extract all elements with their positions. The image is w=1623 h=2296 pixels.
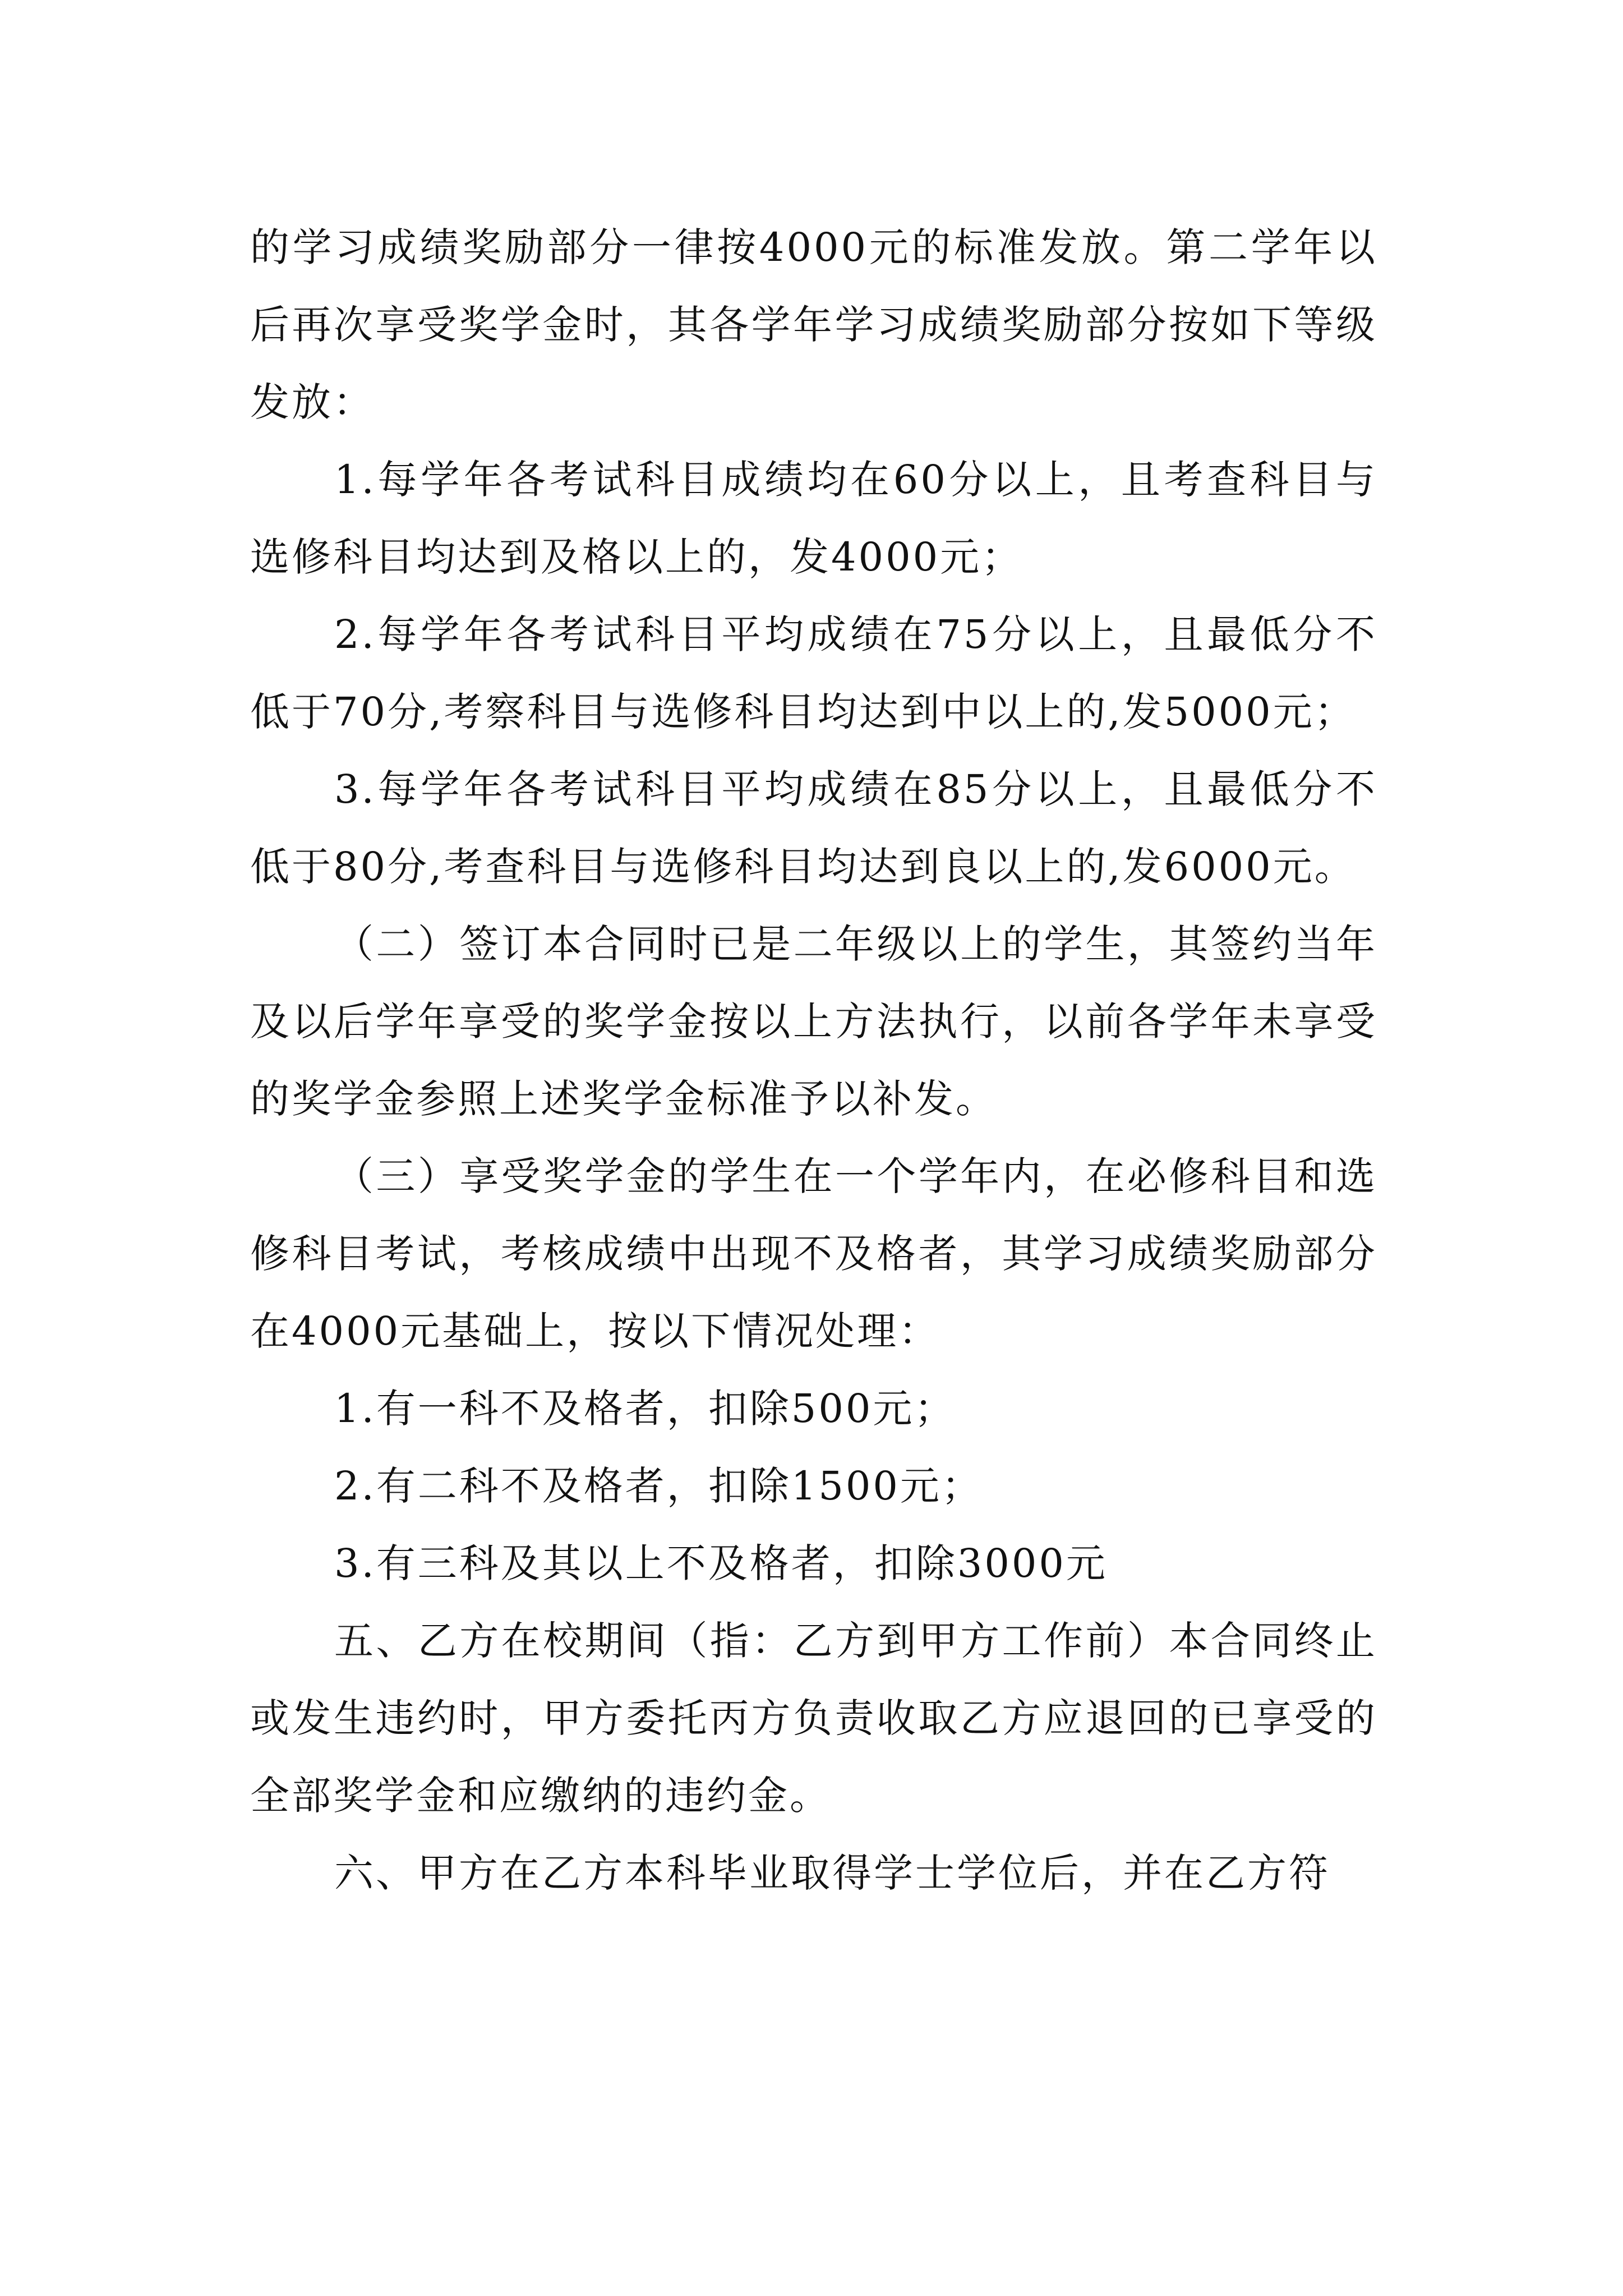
paragraph-4: 3.每学年各考试科目平均成绩在85分以上，且最低分不低于80分,考查科目与选修科目均达到良以上的,发6000元。	[250, 766, 1377, 890]
paragraph-6: （三）享受奖学金的学生在一个学年内，在必修科目和选修科目考试，考核成绩中出现不及格者，其学习成绩奖励部分在4000元基础上，按以下情况处理：	[250, 1153, 1377, 1354]
paragraph-11: 六、甲方在乙方本科毕业取得学士学位后，并在乙方符	[334, 1850, 1330, 1896]
paragraph-5: （二）签订本合同时已是二年级以上的学生，其签约当年及以后学年享受的奖学金按以上方法执行，以前各学年未享受的奖学金参照上述奖学金标准予以补发。	[250, 921, 1377, 1122]
paragraph-9: 3.有三科及其以上不及格者，扣除3000元	[334, 1540, 1108, 1586]
paragraph-2: 1.每学年各考试科目成绩均在60分以上，且考查科目与选修科目均达到及格以上的，发4000元；	[250, 457, 1377, 580]
paragraph-10: 五、乙方在校期间（指：乙方到甲方工作前）本合同终止或发生违约时，甲方委托丙方负责收取乙方应退回的已享受的全部奖学金和应缴纳的违约金。	[250, 1618, 1377, 1819]
paragraph-3: 2.每学年各考试科目平均成绩在75分以上，且最低分不低于70分,考察科目与选修科目均达到中以上的,发5000元；	[250, 611, 1377, 735]
paragraph-1: 的学习成绩奖励部分一律按4000元的标准发放。第二学年以后再次享受奖学金时，其各学年学习成绩奖励部分按如下等级发放：	[250, 224, 1377, 425]
paragraph-7: 1.有一科不及格者，扣除500元；	[334, 1386, 956, 1432]
paragraph-8: 2.有二科不及格者，扣除1500元；	[334, 1463, 983, 1509]
document-body	[250, 209, 1377, 1912]
